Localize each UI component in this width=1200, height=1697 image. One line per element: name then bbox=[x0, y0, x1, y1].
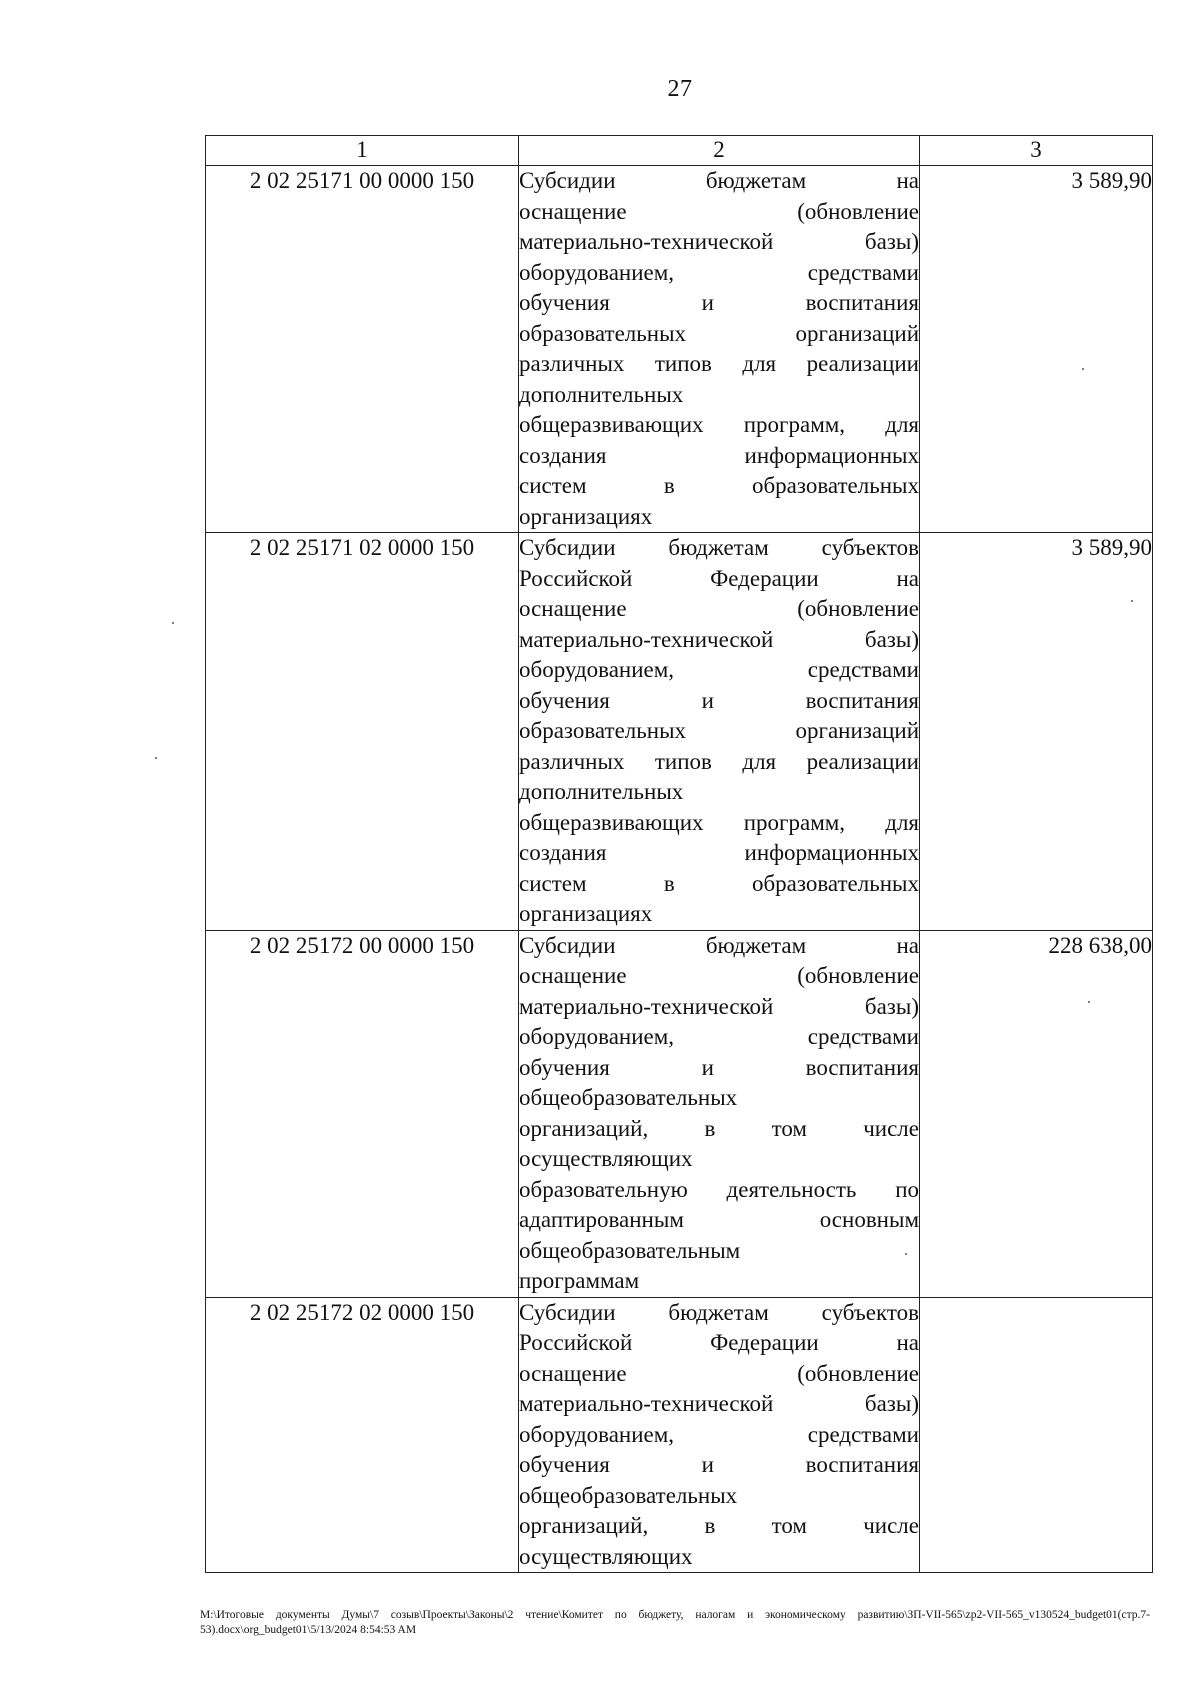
description-line: систем в образовательных bbox=[519, 473, 919, 498]
description-line: создания информационных bbox=[519, 840, 919, 865]
description-line: организациях bbox=[519, 901, 653, 926]
header-cell-description: 2 bbox=[519, 136, 920, 166]
description-line: программам bbox=[519, 1268, 640, 1293]
table-row bbox=[206, 533, 1153, 931]
description-line: материально-технической базы) bbox=[519, 229, 919, 254]
description-line: Субсидии бюджетам субъектов bbox=[519, 1299, 919, 1325]
description-cell bbox=[519, 1297, 920, 1573]
description-line: общеобразовательным bbox=[519, 1237, 741, 1263]
description-line: обучения и воспитания bbox=[519, 1054, 919, 1080]
amount-cell: 3 589,90 bbox=[920, 533, 1153, 931]
description-line: Российской Федерации на bbox=[519, 565, 919, 591]
description-line: обучения и воспитания bbox=[519, 687, 919, 713]
description-line: дополнительных bbox=[519, 779, 684, 804]
description-line: различных типов для реализации bbox=[519, 351, 919, 376]
header-cell-amount: 3 bbox=[920, 136, 1153, 166]
budget-table bbox=[205, 135, 1153, 1573]
description-line: организациях bbox=[519, 503, 653, 529]
description-line: оснащение (обновление bbox=[519, 1360, 919, 1386]
table-row bbox=[206, 166, 1153, 533]
description-line: общеобразовательных bbox=[519, 1482, 738, 1508]
description-cell bbox=[519, 533, 920, 931]
amount-cell: 3 589,90 bbox=[920, 166, 1153, 533]
description-line: материально-технической базы) bbox=[519, 1391, 919, 1416]
description-line: обучения и воспитания bbox=[519, 290, 919, 315]
description-line: оснащение (обновление bbox=[519, 198, 919, 224]
description-line: образовательных организаций bbox=[519, 718, 919, 743]
budget-code-cell: 2 02 25172 00 0000 150 bbox=[206, 930, 519, 1297]
description-line: дополнительных bbox=[519, 381, 684, 407]
description-line: Субсидии бюджетам на bbox=[519, 932, 919, 958]
header-row bbox=[206, 136, 1153, 166]
budget-code-cell: 2 02 25171 02 0000 150 bbox=[206, 533, 519, 931]
description-line: создания информационных bbox=[519, 442, 919, 468]
description-line: образовательных организаций bbox=[519, 320, 919, 346]
description-line: систем в образовательных bbox=[519, 870, 919, 896]
description-line: образовательную деятельность по bbox=[519, 1176, 919, 1202]
table-row bbox=[206, 1297, 1153, 1573]
description-line: обучения и воспитания bbox=[519, 1452, 919, 1477]
document-path-footer: M:\Итоговые документы Думы\7 созыв\Проекты\Законы\2 чтение\Комитет по бюджету, налогам и экономическому развитию\ЗП-VII-565\zp2-VII-565_v130524_budget01(стр.7-53).docx\org_budget01\5/13/2024 8:54:53 AM bbox=[200, 1609, 1150, 1636]
description-line: оснащение (обновление bbox=[519, 596, 919, 621]
description-line: различных типов для реализации bbox=[519, 748, 919, 774]
description-line: материально-технической базы) bbox=[519, 993, 919, 1019]
description-line: Российской Федерации на bbox=[519, 1330, 919, 1355]
description-line: организаций, в том числе bbox=[519, 1513, 919, 1538]
description-line: осуществляющих bbox=[519, 1543, 693, 1569]
amount-cell: 228 638,00 bbox=[920, 930, 1153, 1297]
budget-code-cell: 2 02 25172 02 0000 150 bbox=[206, 1297, 519, 1573]
description-line: общеразвивающих программ, для bbox=[519, 809, 919, 835]
description-line: оборудованием, средствами bbox=[519, 1024, 919, 1049]
description-line: общеобразовательных bbox=[519, 1085, 738, 1110]
header-cell-code: 1 bbox=[206, 136, 519, 166]
description-line: осуществляющих bbox=[519, 1146, 693, 1171]
description-line: материально-технической базы) bbox=[519, 626, 919, 652]
description-line: оснащение (обновление bbox=[519, 963, 919, 988]
description-line: оборудованием, средствами bbox=[519, 657, 919, 682]
description-cell bbox=[519, 930, 920, 1297]
budget-code-cell: 2 02 25171 00 0000 150 bbox=[206, 166, 519, 533]
page-number: 27 bbox=[667, 76, 693, 102]
description-line: Субсидии бюджетам субъектов bbox=[519, 535, 919, 560]
description-line: адаптированным основным bbox=[519, 1207, 919, 1232]
description-cell bbox=[519, 166, 920, 533]
table-row bbox=[206, 930, 1153, 1297]
table-body bbox=[206, 166, 1153, 1573]
description-line: оборудованием, средствами bbox=[519, 259, 919, 285]
description-line: Субсидии бюджетам на bbox=[519, 168, 919, 193]
amount-cell bbox=[920, 1297, 1153, 1573]
description-line: оборудованием, средствами bbox=[519, 1421, 919, 1447]
description-line: организаций, в том числе bbox=[519, 1115, 919, 1141]
description-line: общеразвивающих программ, для bbox=[519, 412, 919, 437]
